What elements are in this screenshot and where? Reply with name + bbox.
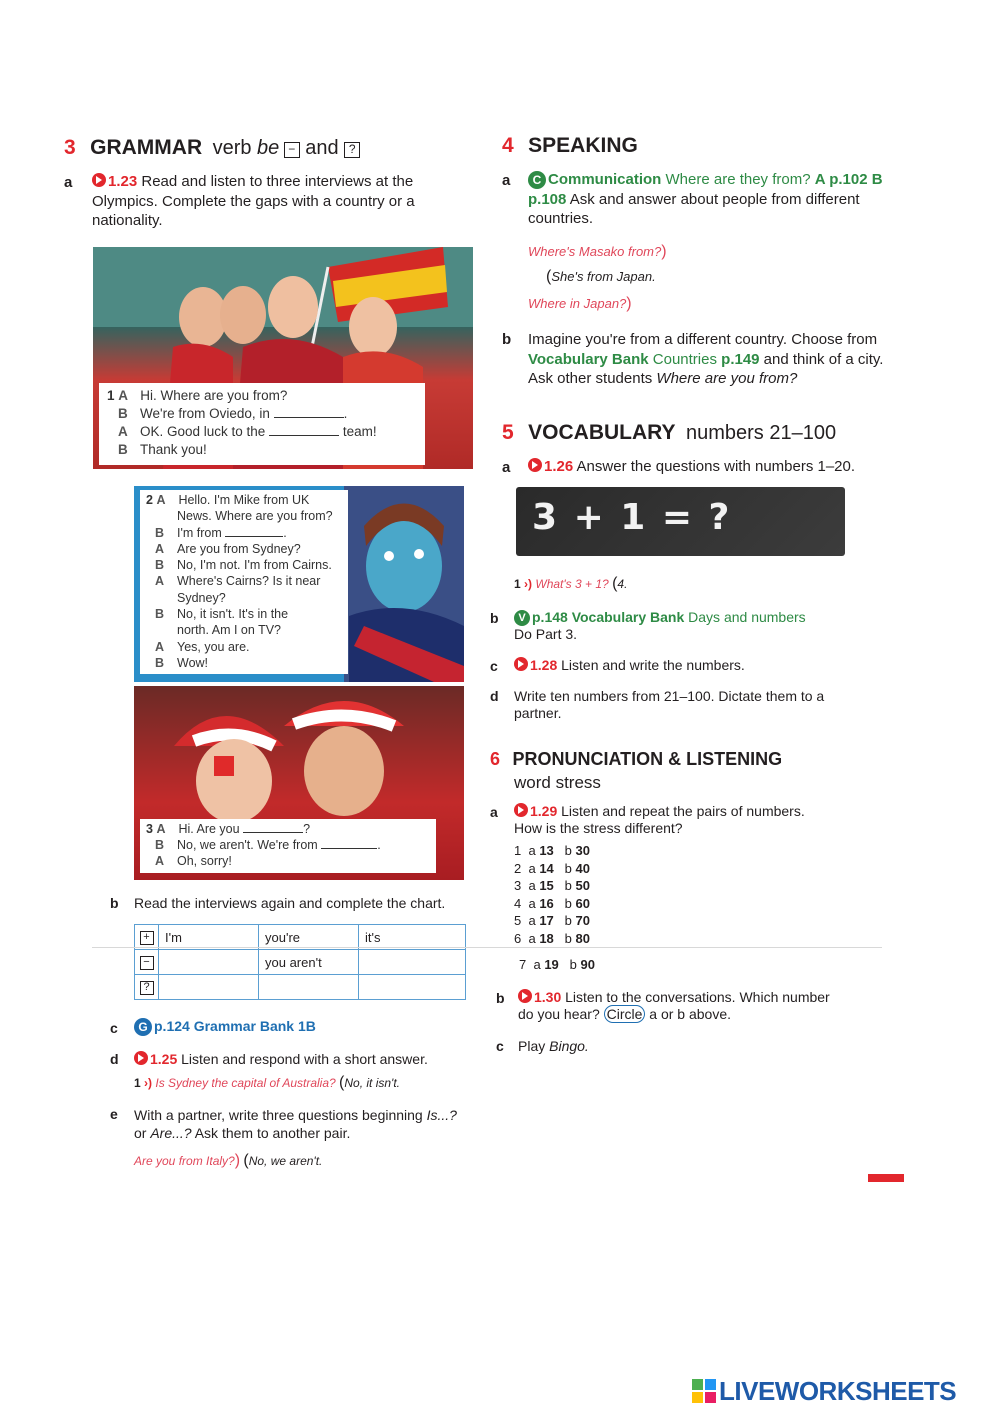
italic-is: Is...?: [426, 1107, 457, 1123]
dialog-number: 3: [146, 822, 153, 836]
pair-a[interactable]: 17: [539, 913, 554, 928]
bubble-icon: ): [626, 295, 632, 312]
section-number: 6: [490, 749, 501, 769]
number-pair: 5 a 17 b 70: [514, 913, 590, 928]
exercise-3e: [134, 1106, 464, 1142]
example-question: What's 3 + 1?: [535, 577, 609, 591]
subtitle-and: and: [299, 137, 345, 159]
instruction-text: How is the stress different?: [514, 820, 683, 836]
chart-row-negative: [135, 950, 466, 975]
audio-track: 1.26: [544, 458, 574, 475]
section-title: PRONUNCIATION & LISTENING: [512, 749, 783, 769]
answer-gap[interactable]: [225, 527, 283, 537]
pair-a[interactable]: 19: [544, 957, 559, 972]
chart-cell: you're: [259, 925, 359, 950]
section-title: VOCABULARY: [528, 421, 676, 444]
instruction-text: and think of a city. Ask other students: [528, 350, 884, 387]
instruction-text: With a partner, write three questions beginning: [134, 1107, 427, 1123]
exercise-3a: [92, 172, 472, 231]
chart-cell-input[interactable]: [159, 950, 259, 975]
instruction-text: Listen and repeat the pairs of numbers.: [561, 803, 805, 819]
vocab-bank-label[interactable]: Vocabulary Bank: [528, 350, 649, 368]
bubble-icon: ): [234, 1152, 241, 1169]
instruction-text: Answer the questions with numbers 1–20.: [576, 458, 856, 475]
instruction-text: Read the interviews again and complete the chart.: [134, 895, 446, 911]
example-q2: [528, 295, 632, 313]
speaker: A: [156, 493, 166, 507]
vocab-bank-icon: V: [514, 610, 530, 626]
audio-track: 1.29: [530, 803, 558, 819]
audio-icon: [514, 657, 528, 671]
communication-question: Where are they from?: [661, 171, 815, 188]
example-number: 1: [134, 1076, 141, 1090]
speaker: B: [155, 838, 165, 852]
number-pair: 2 a 14 b 40: [514, 860, 590, 876]
number-pair: 7 a 19 b 90: [519, 957, 595, 972]
chart-cell-input[interactable]: [259, 975, 359, 1000]
exercise-letter: c: [110, 1020, 118, 1036]
exercise-3d: [134, 1051, 428, 1068]
speech-icon: ›): [524, 577, 533, 591]
chart-cell-input[interactable]: [159, 975, 259, 1000]
answer-gap[interactable]: [243, 823, 303, 833]
dialog-punct: .: [343, 406, 348, 421]
number-pair: 4 a 16 b 60: [514, 895, 590, 911]
speaker: B: [155, 655, 165, 670]
audio-track: 1.30: [534, 989, 562, 1005]
dialog-line: Where's Cairns? Is it near: [177, 574, 321, 589]
circled-word: Circle: [604, 1005, 646, 1023]
pair-a[interactable]: 15: [539, 878, 554, 893]
grammar-bank-icon: G: [134, 1018, 152, 1036]
speaker: A: [155, 639, 165, 654]
dialog-punct: ?: [303, 822, 311, 836]
speaker: B: [118, 406, 128, 421]
bubble-icon: (: [612, 575, 618, 592]
chart-row-positive: [135, 925, 466, 950]
exercise-letter: a: [64, 174, 73, 191]
instruction-text: Listen and respond with a short answer.: [181, 1051, 428, 1067]
grammar-bank-text: p.124 Grammar Bank 1B: [154, 1018, 316, 1034]
example-q1: [528, 243, 667, 261]
grammar-chart: [134, 924, 466, 1000]
dialog-line: No, we aren't. We're from: [177, 838, 318, 852]
answer-gap[interactable]: [274, 408, 344, 418]
audio-icon: [92, 173, 106, 187]
exercise-letter: b: [502, 331, 512, 348]
pair-b[interactable]: 60: [575, 895, 590, 911]
pair-number: 2: [514, 860, 522, 876]
exercise-letter: d: [490, 688, 499, 704]
chart-cell-input[interactable]: [359, 950, 466, 975]
pair-number: 4: [514, 895, 522, 911]
example-number: 1: [514, 577, 521, 591]
speaker: A: [156, 822, 166, 836]
number-pairs-list: [514, 842, 590, 947]
chart-cell-input[interactable]: [359, 975, 466, 1000]
pair-number: 7: [519, 957, 527, 972]
exercise-4a: [528, 170, 908, 229]
section-5-heading: [502, 421, 836, 445]
dialog-line: Are you from Sydney?: [177, 541, 301, 556]
exercise-letter: e: [110, 1106, 118, 1122]
page-ref[interactable]: p.149: [721, 350, 760, 368]
example-question: Is Sydney the capital of Australia?: [155, 1076, 336, 1090]
exercise-5b: [514, 609, 806, 643]
dialog-number: 1: [107, 388, 115, 403]
pair-b[interactable]: 30: [575, 843, 590, 858]
pair-a[interactable]: 16: [539, 895, 554, 911]
speaker: B: [155, 558, 165, 573]
section-number: 5: [502, 421, 514, 444]
example-a1: [546, 268, 656, 286]
speaker: B: [155, 607, 165, 622]
dialog-line: Hello. I'm Mike from UK: [178, 493, 310, 507]
question-box-icon: ?: [344, 142, 360, 158]
instruction-or: or: [134, 1125, 151, 1141]
example-question: Where in Japan?: [528, 296, 627, 311]
pair-a[interactable]: 14: [539, 860, 554, 876]
exercise-letter: a: [490, 804, 498, 820]
instruction-text: Write ten numbers from 21–100. Dictate them to a partner.: [514, 688, 825, 721]
instruction-text: Ask and answer about people from different countries.: [528, 190, 860, 227]
subtitle-be: be: [257, 137, 280, 159]
example-exchange: [514, 575, 627, 593]
dialog-line: Sydney?: [177, 590, 226, 605]
dialog-line: Hi. Where are you from?: [140, 388, 288, 403]
exercise-6b: [518, 989, 830, 1023]
vocab-bank-label[interactable]: Vocabulary Bank: [571, 609, 685, 625]
number-pair: 3 a 15 b 50: [514, 878, 590, 893]
dialog-line: Wow!: [177, 655, 209, 670]
instruction-text: do you hear?: [518, 1006, 604, 1022]
grammar-bank-link[interactable]: [134, 1018, 316, 1036]
pair-number: 1: [514, 843, 522, 858]
chart-cell: you aren't: [259, 950, 359, 975]
pair-b[interactable]: 80: [575, 930, 590, 946]
speaker: A: [155, 574, 165, 589]
dialog-line: We're from Oviedo, in: [140, 406, 270, 421]
page-ref-b[interactable]: B p.108: [528, 171, 883, 208]
instruction-text: Do Part 3.: [514, 626, 578, 643]
dialog-line: north. Am I on TV?: [177, 623, 281, 638]
number-pair: 6 a 18 b 80: [514, 930, 590, 946]
audio-track: 1.25: [150, 1051, 178, 1067]
exercise-letter: b: [490, 610, 499, 626]
section-subtitle: word stress: [514, 773, 601, 792]
section-4-heading: [502, 134, 638, 158]
speaker: B: [155, 525, 165, 540]
instruction-text: Read and listen to three interviews at the Olympics. Complete the gaps with a country or a nationality.: [92, 173, 415, 229]
dialog-number: 2: [146, 493, 153, 507]
italic-are: Are...?: [150, 1125, 192, 1141]
page-ref[interactable]: p.148: [532, 609, 568, 625]
example-question: Where's Masako from?: [528, 244, 662, 259]
dialog-line: Thank you!: [140, 442, 207, 457]
chart-cell: it's: [359, 925, 466, 950]
pair-b[interactable]: 90: [580, 957, 595, 972]
section-number: 3: [64, 136, 76, 159]
speaker: B: [118, 442, 128, 457]
pair-b[interactable]: 40: [575, 860, 590, 876]
pair-number: 6: [514, 930, 522, 946]
chart-row-question: [135, 975, 466, 1000]
italic-bingo: Bingo.: [549, 1038, 589, 1054]
audio-icon: [134, 1051, 148, 1065]
speaker: A: [118, 388, 129, 403]
divider-line: [92, 947, 882, 948]
dialog-line: No, I'm not. I'm from Cairns.: [177, 558, 332, 573]
speech-icon: ›): [144, 1076, 153, 1090]
audio-icon: [528, 458, 542, 472]
section-title: SPEAKING: [528, 134, 638, 157]
dialog-line: Yes, you are.: [177, 639, 250, 654]
instruction-text: a or b above.: [645, 1006, 732, 1022]
exercise-5a: [528, 457, 855, 477]
exercise-letter: c: [490, 658, 498, 674]
pair-number: 5: [514, 913, 522, 928]
audio-icon: [514, 803, 528, 817]
page-ref-a[interactable]: A p.102: [814, 171, 868, 188]
bubble-icon: (: [546, 268, 552, 285]
speaker: A: [155, 854, 165, 868]
bubble-icon: ): [661, 243, 667, 260]
bubble-icon: (: [339, 1074, 345, 1091]
question-box-icon: ?: [140, 981, 154, 995]
section-subtitle: verb: [212, 137, 258, 159]
speaker: A: [155, 541, 165, 556]
italic-question: Where are you from?: [656, 370, 798, 387]
exercise-letter: b: [496, 990, 505, 1006]
answer-gap[interactable]: [321, 839, 377, 849]
exercise-letter: b: [110, 895, 119, 911]
instruction-text: Listen and write the numbers.: [561, 657, 745, 673]
example-answer: 4.: [617, 577, 628, 591]
pair-a[interactable]: 18: [539, 930, 554, 946]
dialog-tail: team!: [342, 424, 377, 439]
dialog-line: Oh, sorry!: [177, 854, 232, 868]
dialog-line: Hi. Are you: [178, 822, 240, 836]
minus-box-icon: −: [140, 956, 154, 970]
pair-b[interactable]: 70: [575, 913, 590, 928]
section-subtitle: numbers 21–100: [685, 422, 837, 444]
audio-track: 1.23: [108, 173, 138, 190]
exercise-letter: d: [110, 1051, 119, 1067]
exercise-6a: [514, 803, 805, 837]
pair-a[interactable]: 13: [539, 843, 554, 858]
instruction-text: Imagine you're from a different country. Choose from: [528, 331, 878, 348]
instruction-text: Play: [518, 1038, 550, 1054]
communication-icon: C: [528, 171, 546, 189]
instruction-text: Listen to the conversations. Which number: [565, 989, 830, 1005]
exercise-6c: [518, 1038, 589, 1055]
dialog-line: No, it isn't. It's in the: [177, 607, 289, 622]
example-answer: No, it isn't.: [344, 1076, 401, 1090]
exercise-letter: c: [496, 1038, 504, 1054]
vocab-bank-topic: Countries: [648, 350, 722, 368]
example-exchange: [134, 1152, 322, 1170]
dialog-punct: .: [283, 525, 287, 540]
example-exchange: [134, 1074, 400, 1092]
pair-number: 3: [514, 878, 522, 893]
dialog-line: News. Where are you from?: [177, 509, 333, 524]
liveworksheets-logo-icon: [692, 1379, 716, 1403]
minus-box-icon: −: [284, 142, 300, 158]
communication-label: Communication: [548, 171, 662, 188]
instruction-text: Ask them to another pair.: [191, 1125, 351, 1141]
chart-cell: I'm: [159, 925, 259, 950]
vocab-bank-topic: Days and numbers: [684, 609, 806, 625]
section-3-heading: [64, 136, 360, 160]
speaker: A: [118, 424, 128, 439]
exercise-5c: [514, 657, 745, 674]
exercise-letter: a: [502, 459, 511, 476]
dialog-line: OK. Good luck to the: [140, 424, 266, 439]
liveworksheets-logo[interactable]: [692, 1377, 956, 1405]
dialog-line: I'm from: [177, 525, 222, 540]
audio-track: 1.28: [530, 657, 558, 673]
example-answer: No, we aren't.: [248, 1154, 323, 1168]
number-pair: 1 a 13 b 30: [514, 843, 590, 858]
pair-b[interactable]: 50: [575, 878, 590, 893]
plus-box-icon: +: [140, 931, 154, 945]
dialog-2: [140, 490, 348, 674]
dialog-1: [99, 383, 425, 465]
answer-gap[interactable]: [269, 426, 339, 436]
dialog-3: [140, 819, 436, 873]
liveworksheets-logo-text: LIVEWORKSHEETS: [719, 1375, 957, 1406]
example-question: Are you from Italy?: [134, 1154, 235, 1168]
section-number: 4: [502, 134, 514, 157]
dialog-punct: .: [377, 838, 381, 852]
bubble-icon: (: [243, 1152, 249, 1169]
exercise-4b: [528, 330, 908, 389]
example-answer: She's from Japan.: [551, 269, 656, 284]
exercise-letter: a: [502, 172, 511, 189]
audio-icon: [518, 989, 532, 1003]
section-6-heading: [490, 749, 782, 770]
page-number-tab: [868, 1174, 904, 1182]
section-title: GRAMMAR: [90, 136, 203, 159]
chalkboard: 3 + 1 = ?: [516, 487, 845, 556]
